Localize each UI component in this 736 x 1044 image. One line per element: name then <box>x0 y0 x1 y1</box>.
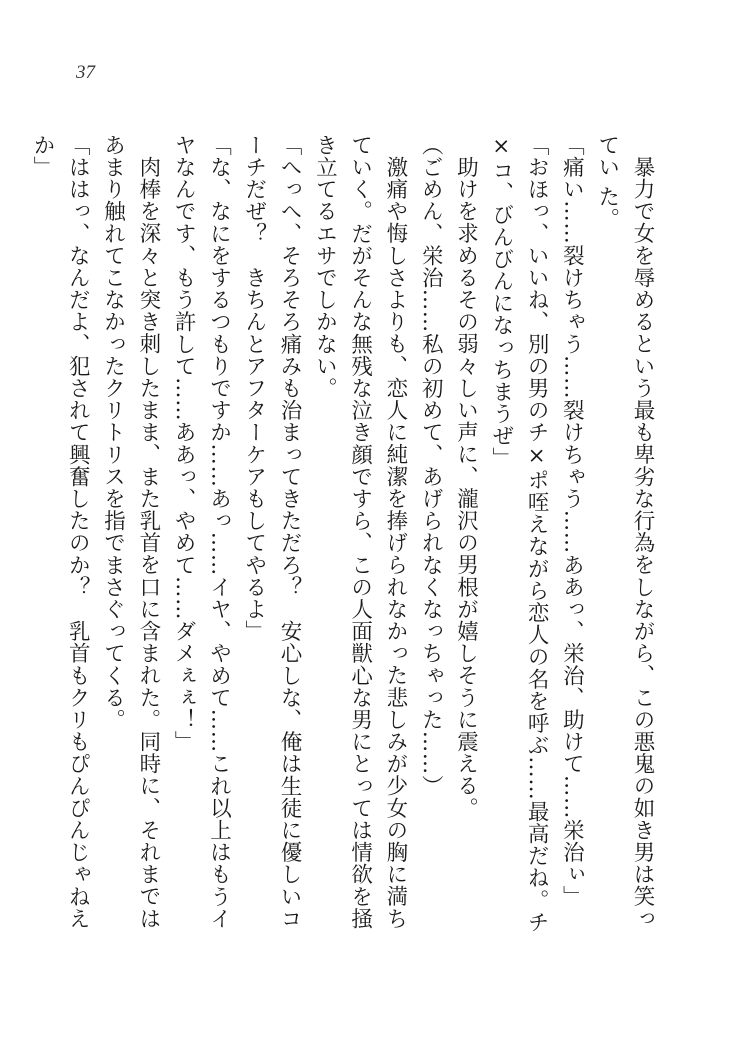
paragraph: 「な、なにをするつもりですか……あっ……イヤ、やめて……これ以上はもうイヤなんです、もう許して……ああっ、やめて……ダメぇぇ！」 <box>171 134 232 930</box>
paragraph: 肉棒を深々と突き刺したまま、また乳首を口に含まれた。同時に、それまではあまり触れてこなかったクリトリスを指でまさぐってくる。 <box>100 134 161 929</box>
paragraph: 「おほっ、いいね、別の男のチ×ポ咥えながら恋人の名を呼ぶ……最高だね。チ×コ、びんびんになっちまうぜ」 <box>488 134 550 934</box>
paragraph: 「ははっ、なんだよ、犯されて興奮したのか？ 乳首もクリもぴんぴんじゃねえか」 <box>29 134 91 930</box>
page-number: 37 <box>76 62 95 83</box>
paragraph: 助けを求めるその弱々しい声に、瀧沢の男根が嬉しそうに震える。 <box>453 155 479 819</box>
paragraph: 激痛や悔しさよりも、恋人に純潔を捧げられなかった悲しみが少女の胸に満ちていく。だがそんな無残な泣き顔ですら、この人面獣心な男にとっては情欲を掻き立てるエサでしかない。 <box>312 134 408 930</box>
paragraph: 暴力で女を辱めるという最も卑劣な行為をしながら、この悪鬼の如き男は笑ってい た。 <box>594 134 655 929</box>
paragraph: （ごめん、栄治……私の初めて、あげられなくなっちゃった……） <box>418 134 444 797</box>
paragraph: 「痛い……裂けちゃう……裂けちゃう……ああっ、栄治、助けて……栄治ぃ」 <box>559 134 585 908</box>
text-body <box>25 134 660 944</box>
paragraph: 「へっへ、そろそろ痛みも治まってきただろ？ 安心しな、俺は生徒に優しいコーチだぜ？ きちんとアフターケアもしてやるよ」 <box>241 134 303 930</box>
